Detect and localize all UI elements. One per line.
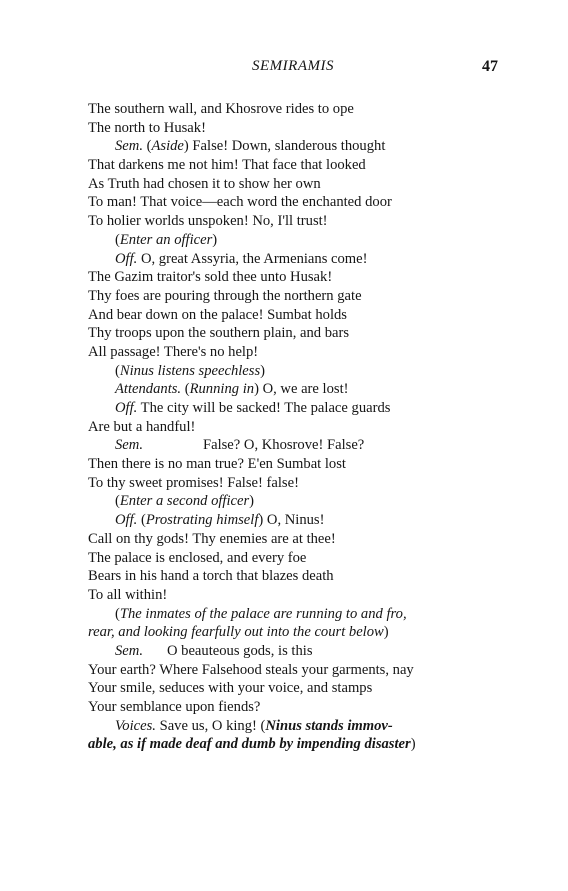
text-line xyxy=(88,735,508,754)
italic-text: The inmates of the palace are running to and fro, xyxy=(119,605,407,622)
line-text: Then there is no man true? E'en Sumbat lost xyxy=(88,456,346,473)
italic-text: able, as if made deaf and dumb by impending disaster xyxy=(88,736,411,753)
text-line xyxy=(88,436,508,455)
italic-text: Sem. xyxy=(115,642,143,659)
running-title: SEMIRAMIS xyxy=(252,58,334,74)
line-text: To man! That voice—each word the enchanted door xyxy=(88,194,392,211)
line-text: ( xyxy=(115,605,120,622)
text-line xyxy=(88,287,508,306)
text-line xyxy=(88,212,508,231)
text-line xyxy=(88,549,508,568)
text-line xyxy=(88,100,508,119)
italic-text: Enter an officer xyxy=(119,231,213,248)
text-line xyxy=(88,492,508,511)
line-text: Are but a handful! xyxy=(88,418,196,435)
line-text: ( xyxy=(142,138,152,155)
text-line xyxy=(88,418,508,437)
line-text: The palace is enclosed, and every foe xyxy=(88,549,307,566)
line-text: ) xyxy=(383,624,389,641)
italic-text: Sem. xyxy=(115,138,143,155)
text-line xyxy=(88,717,508,736)
text-line xyxy=(88,642,508,661)
italic-text: Ninus stands immov- xyxy=(265,717,393,734)
line-text: Thy foes are pouring through the northern gate xyxy=(88,287,362,304)
text-line xyxy=(88,605,508,624)
italic-text: Enter a second officer xyxy=(119,493,250,510)
line-text: ) O, Ninus! xyxy=(258,512,325,529)
line-text: ) O, we are lost! xyxy=(254,381,349,398)
text-line xyxy=(88,119,508,138)
line-text: ( xyxy=(115,231,120,248)
italic-text: Prostrating himself xyxy=(145,512,259,529)
line-text: The north to Husak! xyxy=(88,119,206,136)
text-line xyxy=(88,156,508,175)
text-line xyxy=(88,268,508,287)
text-line xyxy=(88,137,508,156)
text-line xyxy=(88,193,508,212)
line-text: And bear down on the palace! Sumbat holds xyxy=(88,306,347,323)
text-line xyxy=(88,511,508,530)
line-text: ) xyxy=(260,362,266,379)
line-text: Thy troops upon the southern plain, and bars xyxy=(88,325,350,342)
line-text: ) xyxy=(249,493,255,510)
line-text: The southern wall, and Khosrove rides to ope xyxy=(88,101,354,117)
text-line xyxy=(88,698,508,717)
line-text: O, great Assyria, the Armenians come! xyxy=(137,250,368,267)
line-text: All passage! There's no help! xyxy=(88,343,259,360)
line-text: To holier worlds unspoken! No, I'll trust! xyxy=(88,213,328,230)
line-text: Your smile, seduces with your voice, and stamps xyxy=(88,680,373,697)
line-text: ) xyxy=(212,231,218,248)
text-line xyxy=(88,250,508,269)
line-text: ( xyxy=(181,381,190,398)
line-text: As Truth had chosen it to show her own xyxy=(88,175,321,192)
italic-text: Sem. xyxy=(115,437,143,454)
line-text: The Gazim traitor's sold thee unto Husak! xyxy=(88,269,333,286)
text-line xyxy=(88,343,508,362)
line-text: ( xyxy=(115,362,120,379)
italic-text: rear, and looking fearfully out into the court below xyxy=(88,624,384,641)
play-text xyxy=(88,100,508,754)
text-line xyxy=(88,324,508,343)
text-line xyxy=(88,175,508,194)
text-line xyxy=(88,474,508,493)
line-text: To all within! xyxy=(88,586,168,603)
line-text: Your earth? Where Falsehood steals your garments, nay xyxy=(88,661,414,678)
text-line xyxy=(88,231,508,250)
line-text: ) xyxy=(410,736,416,753)
italic-text: Off. xyxy=(115,512,138,529)
line-text: ) False! Down, slanderous thought xyxy=(183,138,386,155)
page-number: 47 xyxy=(482,58,498,75)
text-line xyxy=(88,455,508,474)
line-text: O beauteous gods, is this xyxy=(166,642,313,659)
line-text: To thy sweet promises! False! false! xyxy=(88,474,299,491)
italic-text: Attendants. xyxy=(115,381,182,398)
line-text: Your semblance upon fiends? xyxy=(88,699,261,715)
text-line xyxy=(88,586,508,605)
line-text: The city will be sacked! The palace guards xyxy=(137,400,391,416)
line-text: ( xyxy=(115,493,120,510)
page-header xyxy=(88,58,498,80)
text-line xyxy=(88,567,508,586)
line-text: ( xyxy=(137,512,146,529)
text-line xyxy=(88,380,508,399)
text-line xyxy=(88,530,508,549)
text-line xyxy=(88,362,508,381)
italic-text: Ninus listens speechless xyxy=(119,362,261,379)
line-text: False? O, Khosrove! False? xyxy=(202,437,365,454)
text-line xyxy=(88,661,508,680)
line-text: That darkens me not him! That face that looked xyxy=(88,157,366,174)
line-text: Call on thy gods! Thy enemies are at thee! xyxy=(88,530,336,547)
italic-text: Aside xyxy=(151,138,184,155)
text-line xyxy=(88,399,508,418)
italic-text: Voices. xyxy=(115,717,156,734)
italic-text: Off. xyxy=(115,250,138,267)
text-line xyxy=(88,623,508,642)
italic-text: Off. xyxy=(115,400,138,416)
line-text: Bears in his hand a torch that blazes death xyxy=(88,568,334,585)
line-text: Save us, O king! ( xyxy=(155,717,266,734)
text-line xyxy=(88,679,508,698)
text-line xyxy=(88,306,508,325)
italic-text: Running in xyxy=(189,381,255,398)
